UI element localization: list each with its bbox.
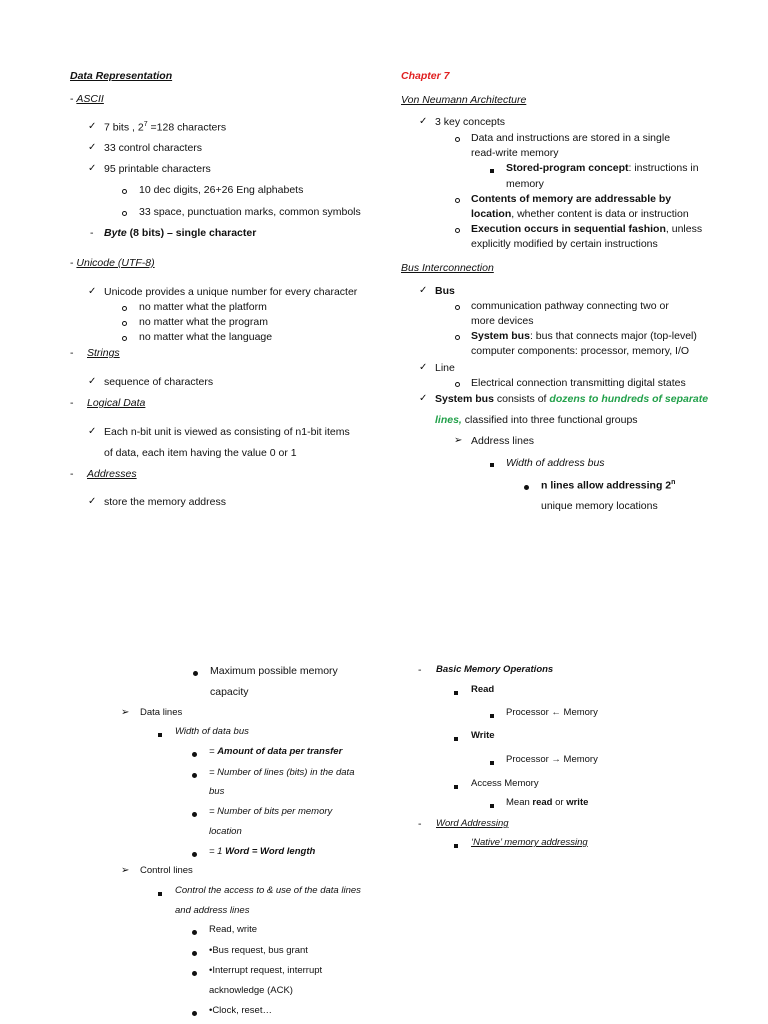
key-concepts-item: 3 key concepts bbox=[435, 116, 506, 128]
check-icon: ✓ bbox=[419, 362, 428, 373]
ascii-heading: - ASCII bbox=[70, 93, 104, 105]
circle-bullet-icon bbox=[455, 225, 460, 238]
dot-bullet-icon bbox=[192, 968, 197, 981]
square-bullet-icon bbox=[490, 165, 494, 178]
circle-bullet-icon bbox=[122, 208, 127, 221]
concept-1: Data and instructions are stored in a single bbox=[471, 132, 671, 144]
chapter-title: Chapter 7 bbox=[401, 70, 450, 82]
circle-bullet-icon bbox=[122, 318, 127, 331]
system-bus-item: System bus consists of dozens to hundreds of separate bbox=[435, 393, 709, 405]
bus-sub-2-cont: computer components: processor, memory, I/O bbox=[471, 345, 690, 357]
access-memory-sub: Mean read or write bbox=[506, 797, 589, 808]
arrow-bullet-icon: ➢ bbox=[454, 435, 463, 446]
data-bus-point-2: = Number of lines (bits) in the data bbox=[209, 767, 355, 778]
read-item: Read bbox=[471, 684, 495, 695]
width-address-bus: Width of address bus bbox=[506, 457, 605, 469]
control-item-cont: acknowledge (ACK) bbox=[209, 985, 293, 996]
check-icon: ✓ bbox=[88, 142, 97, 153]
dash-marker: - bbox=[418, 664, 422, 676]
concept-2: Contents of memory are addressable by bbox=[471, 193, 672, 205]
circle-bullet-icon bbox=[122, 186, 127, 199]
section-title-data-representation: Data Representation bbox=[70, 70, 173, 82]
concept-1-cont: read-write memory bbox=[471, 147, 559, 159]
concept-3-cont: explicitly modified by certain instructions bbox=[471, 238, 658, 250]
square-bullet-icon bbox=[158, 888, 162, 901]
concept-1-sub: Stored-program concept: instructions in bbox=[506, 162, 699, 174]
circle-bullet-icon bbox=[122, 303, 127, 316]
dot-bullet-icon bbox=[524, 482, 529, 495]
addresses-heading: Addresses bbox=[87, 468, 137, 480]
control-lines-item: Control lines bbox=[140, 865, 193, 876]
dash-marker: - bbox=[90, 227, 94, 239]
max-memory-item-cont: capacity bbox=[210, 686, 249, 698]
n-lines-item-cont: unique memory locations bbox=[541, 500, 658, 512]
strings-heading: Strings bbox=[87, 347, 120, 359]
system-bus-item-cont: lines, classified into three functional groups bbox=[435, 414, 638, 426]
von-neumann-heading: Von Neumann Architecture bbox=[401, 94, 527, 106]
control-item: •Interrupt request, interrupt bbox=[209, 965, 323, 976]
control-item: Read, write bbox=[209, 924, 258, 935]
check-icon: ✓ bbox=[88, 121, 97, 132]
square-bullet-icon bbox=[454, 781, 458, 794]
unicode-subitem: no matter what the platform bbox=[139, 301, 267, 313]
circle-bullet-icon bbox=[122, 333, 127, 346]
arrow-bullet-icon: ➢ bbox=[121, 707, 130, 718]
data-bus-point-2-cont: bus bbox=[209, 786, 225, 797]
data-bus-point-3: = Number of bits per memory bbox=[209, 806, 333, 817]
square-bullet-icon bbox=[158, 729, 162, 742]
line-item: Line bbox=[435, 362, 455, 374]
width-data-bus: Width of data bus bbox=[175, 726, 249, 737]
unicode-subitem: no matter what the language bbox=[139, 331, 273, 343]
square-bullet-icon bbox=[490, 459, 494, 472]
dash-marker: - bbox=[418, 818, 422, 830]
read-sub: Processor ← Memory bbox=[506, 707, 598, 718]
native-addressing-item: ‘Native’ memory addressing bbox=[471, 837, 588, 848]
bus-sub-1: communication pathway connecting two or bbox=[471, 300, 669, 312]
check-icon: ✓ bbox=[419, 116, 428, 127]
check-icon: ✓ bbox=[88, 496, 97, 507]
ascii-item: 7 bits , $2^7 =128$ characters bbox=[104, 121, 227, 134]
dot-bullet-icon bbox=[192, 948, 197, 961]
check-icon: ✓ bbox=[419, 393, 428, 404]
strings-item: sequence of characters bbox=[104, 376, 214, 388]
data-bus-point-1: = Amount of data per transfer bbox=[209, 746, 343, 757]
logical-item: Each n-bit unit is viewed as consisting of n1-bit items bbox=[104, 426, 350, 438]
circle-bullet-icon bbox=[455, 302, 460, 315]
ascii-item: 95 printable characters bbox=[104, 163, 211, 175]
square-bullet-icon bbox=[454, 840, 458, 853]
control-desc-cont: and address lines bbox=[175, 905, 250, 916]
address-lines-item: Address lines bbox=[471, 435, 535, 447]
n-lines-item: n lines allow addressing 2$^n$ bbox=[541, 479, 676, 492]
dot-bullet-icon bbox=[192, 770, 197, 783]
addresses-item: store the memory address bbox=[104, 496, 226, 508]
square-bullet-icon bbox=[490, 800, 494, 813]
bus-item: Bus bbox=[435, 285, 455, 297]
ascii-item: 33 control characters bbox=[104, 142, 203, 154]
word-addressing-heading: Word Addressing bbox=[436, 818, 509, 829]
max-memory-item: Maximum possible memory bbox=[210, 665, 338, 677]
dash-marker: - bbox=[70, 347, 74, 359]
control-desc: Control the access to & use of the data lines bbox=[175, 885, 361, 896]
dash-marker: - bbox=[70, 397, 74, 409]
square-bullet-icon bbox=[490, 710, 494, 723]
dot-bullet-icon bbox=[192, 749, 197, 762]
logical-data-heading: Logical Data bbox=[87, 397, 146, 409]
concept-3: Execution occurs in sequential fashion, unless bbox=[471, 223, 703, 235]
data-bus-point-3-cont: location bbox=[209, 826, 242, 837]
arrow-bullet-icon: ➢ bbox=[121, 865, 130, 876]
control-item: •Clock, reset… bbox=[209, 1005, 272, 1016]
data-lines-item: Data lines bbox=[140, 707, 183, 718]
concept-1-sub-cont: memory bbox=[506, 178, 544, 190]
line-sub: Electrical connection transmitting digital states bbox=[471, 377, 686, 389]
bus-sub-1-cont: more devices bbox=[471, 315, 534, 327]
byte-item: Byte (8 bits) – single character bbox=[104, 227, 257, 239]
bus-sub-2: System bus: bus that connects major (top-level) bbox=[471, 330, 697, 342]
ascii-subitem: 33 space, punctuation marks, common symbols bbox=[139, 206, 361, 218]
square-bullet-icon bbox=[454, 733, 458, 746]
write-item: Write bbox=[471, 730, 495, 741]
circle-bullet-icon bbox=[455, 134, 460, 147]
dot-bullet-icon bbox=[192, 809, 197, 822]
check-icon: ✓ bbox=[88, 376, 97, 387]
write-sub: Processor → Memory bbox=[506, 754, 598, 765]
square-bullet-icon bbox=[490, 757, 494, 770]
ascii-subitem: 10 dec digits, 26+26 Eng alphabets bbox=[139, 184, 304, 196]
unicode-item: Unicode provides a unique number for every character bbox=[104, 286, 358, 298]
circle-bullet-icon bbox=[455, 332, 460, 345]
circle-bullet-icon bbox=[455, 195, 460, 208]
check-icon: ✓ bbox=[88, 163, 97, 174]
concept-2-cont: location, whether content is data or instruction bbox=[471, 208, 689, 220]
dot-bullet-icon bbox=[193, 668, 198, 681]
check-icon: ✓ bbox=[88, 286, 97, 297]
access-memory-item: Access Memory bbox=[471, 778, 539, 789]
dot-bullet-icon bbox=[192, 849, 197, 862]
control-item: •Bus request, bus grant bbox=[209, 945, 308, 956]
data-bus-point-4: = 1 Word = Word length bbox=[209, 846, 316, 857]
check-icon: ✓ bbox=[419, 285, 428, 296]
dash-marker: - bbox=[70, 468, 74, 480]
unicode-subitem: no matter what the program bbox=[139, 316, 268, 328]
check-icon: ✓ bbox=[88, 426, 97, 437]
unicode-heading: - Unicode (UTF-8) bbox=[70, 257, 155, 269]
logical-item-cont: of data, each item having the value 0 or 1 bbox=[104, 447, 297, 459]
dot-bullet-icon bbox=[192, 1008, 197, 1021]
dot-bullet-icon bbox=[192, 927, 197, 940]
square-bullet-icon bbox=[454, 687, 458, 700]
bus-interconnection-heading: Bus Interconnection bbox=[401, 262, 494, 274]
basic-memory-heading: Basic Memory Operations bbox=[436, 664, 554, 675]
circle-bullet-icon bbox=[455, 379, 460, 392]
